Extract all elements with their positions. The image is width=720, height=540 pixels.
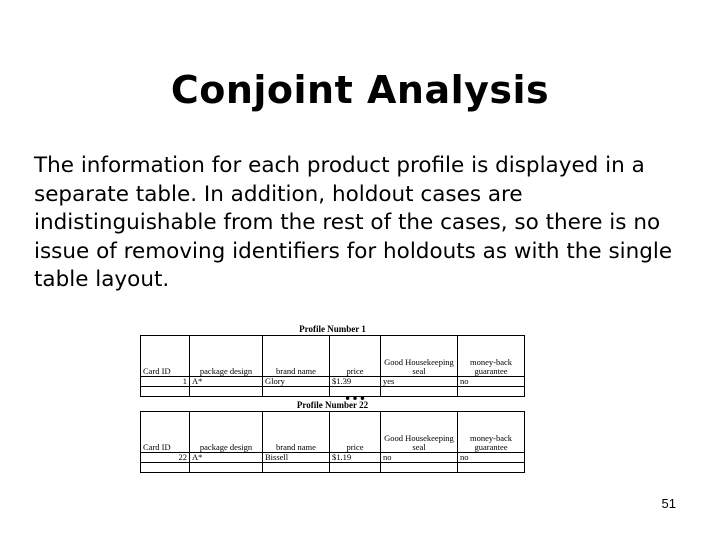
profile-1-title: Profile Number 1 — [299, 324, 366, 334]
header-package-design: package design — [190, 412, 263, 453]
slide-body-text: The information for each product profile is displayed in a separate table. In addition, holdout cases are indistinguishable from the rest of the cases, so there is no issue of removing identifiers for holdouts as with the single table layout. — [34, 153, 673, 292]
table-row — [141, 453, 525, 463]
page-number: 51 — [661, 496, 676, 511]
cell-brand-name: Glory — [263, 377, 330, 387]
cell-good-housekeeping: no — [381, 453, 458, 463]
header-price: price — [330, 336, 381, 377]
profile-1-table — [140, 335, 525, 397]
cell-good-housekeeping: yes — [381, 377, 458, 387]
header-row — [141, 412, 525, 453]
header-card-id: Card ID — [141, 412, 190, 453]
cell-package-design: A* — [190, 453, 263, 463]
cell-brand-name: Bissell — [263, 453, 330, 463]
header-good-housekeeping: Good Housekeeping seal — [381, 412, 458, 453]
header-money-back: money-back guarantee — [458, 336, 525, 377]
empty-row — [141, 463, 525, 473]
cell-package-design: A* — [190, 377, 263, 387]
cell-money-back: no — [458, 377, 525, 387]
profile-22-table — [140, 411, 525, 473]
header-card-id: Card ID — [141, 336, 190, 377]
profile-22-title: Profile Number 22 — [296, 400, 369, 410]
header-good-housekeeping: Good Housekeeping seal — [381, 336, 458, 377]
empty-row — [141, 387, 525, 397]
slide-title: Conjoint Analysis — [170, 68, 550, 112]
cell-card-id: 1 — [141, 377, 190, 387]
cell-price: $1.19 — [330, 453, 381, 463]
header-brand-name: brand name — [263, 412, 330, 453]
cell-card-id: 22 — [141, 453, 190, 463]
cell-price: $1.39 — [330, 377, 381, 387]
header-package-design: package design — [190, 336, 263, 377]
header-price: price — [330, 412, 381, 453]
cell-money-back: no — [458, 453, 525, 463]
header-brand-name: brand name — [263, 336, 330, 377]
continuation-ellipsis: … — [344, 380, 368, 405]
header-money-back: money-back guarantee — [458, 412, 525, 453]
header-row — [141, 336, 525, 377]
table-row — [141, 377, 525, 387]
